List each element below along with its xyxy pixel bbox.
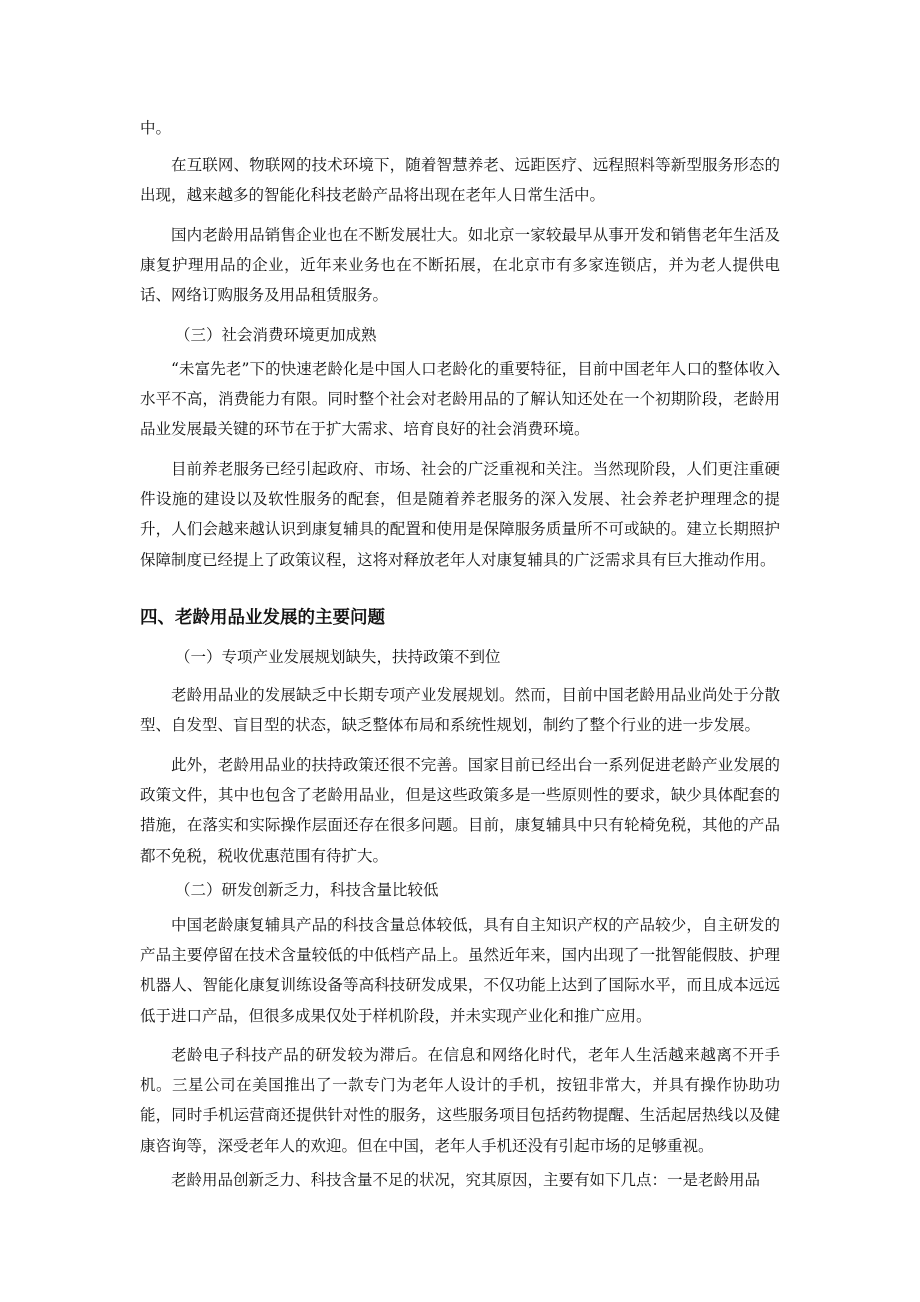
subheading-planning-policy: （一）专项产业发展规划缺失，扶持政策不到位	[175, 648, 501, 666]
paragraph-elderly-services: 目前养老服务已经引起政府、市场、社会的广泛重视和关注。当然现阶段，人们更注重硬件设施的建设以及软性服务的配套，但是随着养老服务的深入发展、社会养老护理理念的提升，人们会越来越认识到康复辅具的配置和使用是保障服务质量所不可或缺的。建立长期照护保障制度已经提上了政策议程，这将对释放老年人对康复辅具的广泛需求具有巨大推动作用。	[140, 460, 780, 569]
paragraph-iot-environment: 在互联网、物联网的技术环境下，随着智慧养老、远距医疗、远程照料等新型服务形态的出现，越来越多的智能化科技老龄产品将出现在老年人日常生活中。	[140, 156, 780, 205]
paragraph-aging-before-rich: “未富先老”下的快速老龄化是中国人口老龄化的重要特征，目前中国老年人口的整体收入水平不高，消费能力有限。同时整个社会对老龄用品的了解认知还处在一个初期阶段，老龄用品业发展最关键的环节在于扩大需求、培育良好的社会消费环境。	[140, 360, 780, 439]
paragraph-industry-planning: 老龄用品业的发展缺乏中长期专项产业发展规划。然而，目前中国老龄用品业尚处于分散型、自发型、盲目型的状态，缺乏整体布局和系统性规划，制约了整个行业的进一步发展。	[140, 686, 780, 735]
section-heading-main-problems: 四、老龄用品业发展的主要问题	[140, 608, 385, 628]
paragraph-continuation: 中。	[140, 119, 172, 137]
subheading-consumption-environment: （三）社会消费环境更加成熟	[175, 326, 377, 344]
paragraph-sales-enterprises: 国内老龄用品销售企业也在不断发展壮大。如北京一家较最早从事开发和销售老年生活及康复护理用品的企业，近年来业务也在不断拓展，在北京市有多家连锁店，并为老人提供电话、网络订购服务及用品租赁服务。	[140, 226, 780, 305]
paragraph-support-policy: 此外，老龄用品业的扶持政策还很不完善。国家目前已经出台一系列促进老龄产业发展的政策文件，其中也包含了老龄用品业，但是这些政策多是一些原则性的要求，缺少具体配套的措施，在落实和实际操作层面还存在很多问题。目前，康复辅具中只有轮椅免税，其他的产品都不免税，税收优惠范围有待扩大。	[140, 756, 780, 865]
paragraph-electronic-products: 老龄电子科技产品的研发较为滞后。在信息和网络化时代，老年人生活越来越离不开手机。三星公司在美国推出了一款专门为老年人设计的手机，按钮非常大，并具有操作协助功能，同时手机运营商还提供针对性的服务，这些服务项目包括药物提醒、生活起居热线以及健康咨询等，深受老年人的欢迎。但在中国，老年人手机还没有引起市场的足够重视。	[140, 1046, 780, 1155]
paragraph-innovation-reasons: 老龄用品创新乏力、科技含量不足的状况，究其原因，主要有如下几点：一是老龄用品	[171, 1171, 761, 1189]
subheading-innovation: （二）研发创新乏力，科技含量比较低	[175, 881, 439, 899]
paragraph-tech-content: 中国老龄康复辅具产品的科技含量总体较低，具有自主知识产权的产品较少，自主研发的产品主要停留在技术含量较低的中低档产品上。虽然近年来，国内出现了一批智能假肢、护理机器人、智能化康复训练设备等高科技研发成果，不仅功能上达到了国际水平，而且成本远远低于进口产品，但很多成果仅处于样机阶段，并未实现产业化和推广应用。	[140, 916, 780, 1025]
